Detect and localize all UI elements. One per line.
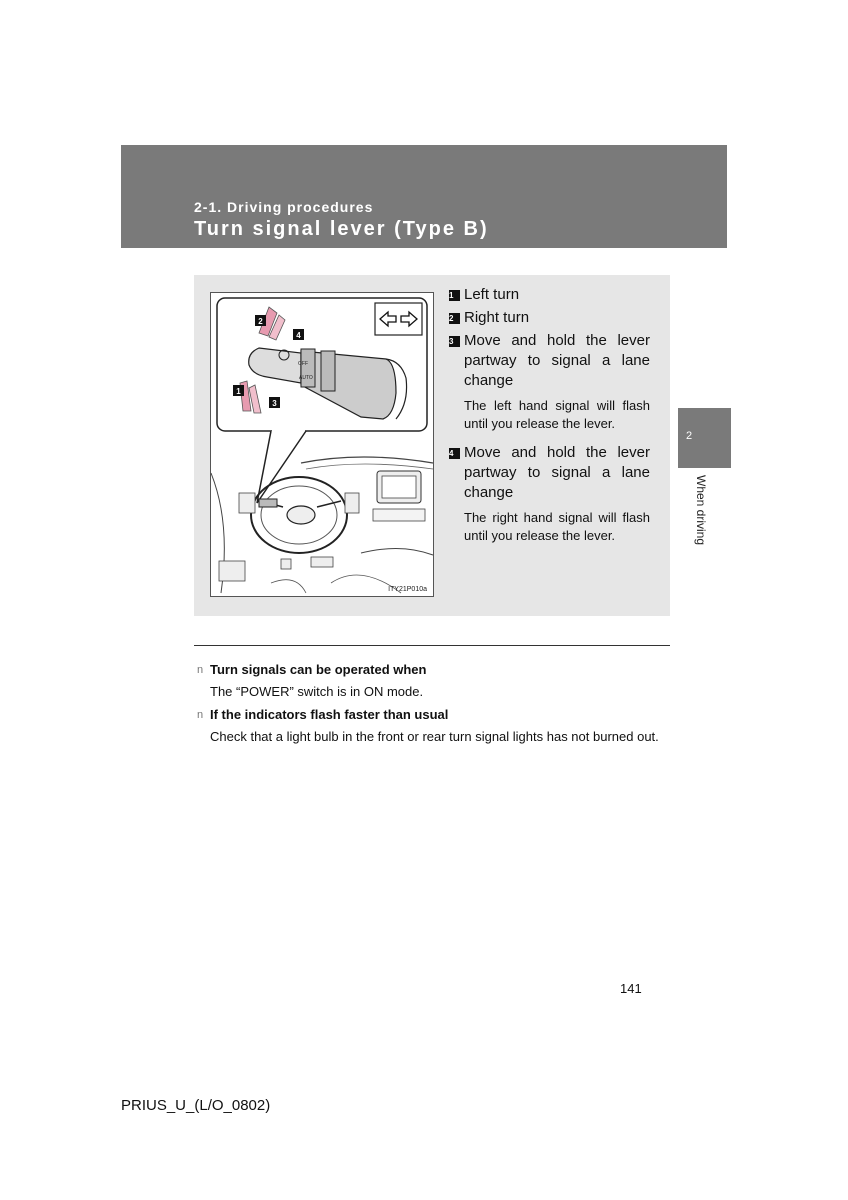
chapter-number: 2	[686, 430, 693, 442]
section-divider	[194, 645, 670, 646]
legend-number-2: 2	[449, 313, 460, 324]
callout-1: 1	[236, 387, 241, 396]
door-switches	[219, 561, 245, 581]
lever-text-auto: AUTO	[299, 375, 313, 381]
callout-pointer	[257, 431, 306, 503]
switch-panel	[311, 557, 333, 567]
chapter-header	[121, 145, 727, 248]
chapter-label: When driving	[694, 475, 708, 546]
document-id: PRIUS_U_(L/O_0802)	[121, 1097, 271, 1114]
legend-number-1: 1	[449, 290, 460, 301]
note-title-fast-flash: If the indicators flash faster than usual	[210, 707, 449, 722]
page-title: Turn signal lever (Type B)	[194, 218, 489, 240]
callout-3: 3	[272, 399, 277, 408]
notes-section	[197, 660, 665, 751]
note-title-operation: Turn signals can be operated when	[210, 662, 427, 677]
figure-legend	[449, 285, 650, 555]
legend-note-left-lane-change: The left hand signal will flash until you release the lever.	[464, 398, 650, 431]
lever-ring-2	[321, 351, 335, 391]
legend-item-left-turn	[449, 285, 650, 305]
figure-panel	[194, 275, 670, 616]
steering-hub	[287, 506, 315, 524]
note-body-operation: The “POWER” switch is in ON mode.	[210, 684, 424, 699]
dashboard-top	[301, 457, 433, 463]
lever-diagram	[211, 293, 435, 598]
lever-ring-1	[301, 349, 315, 387]
climate-panel	[373, 509, 425, 521]
lever-text-off: OFF	[298, 361, 308, 367]
legend-note-right-lane-change: The right hand signal will flash until you release the lever.	[464, 510, 650, 543]
page-number: 141	[620, 981, 642, 996]
chapter-tab	[678, 408, 731, 468]
figure-code: ITY21P010a	[388, 586, 427, 593]
legend-text-right-lane-change: Move and hold the lever partway to signal a lane change	[464, 444, 650, 501]
legend-item-left-lane-change	[449, 331, 650, 391]
note-bullet-icon: n	[197, 709, 204, 721]
legend-number-3: 3	[449, 336, 460, 347]
note-heading-fast-flash	[197, 706, 665, 724]
legend-text-left-turn: Left turn	[464, 286, 520, 303]
legend-item-right-turn	[449, 308, 650, 328]
note-heading-operation	[197, 661, 665, 679]
note-body-fast-flash: Check that a light bulb in the front or rear turn signal lights has not burned out.	[210, 729, 659, 744]
turn-signal-illustration	[210, 292, 434, 597]
callout-4: 4	[296, 331, 301, 340]
section-label: 2-1. Driving procedures	[194, 199, 374, 215]
callout-2: 2	[258, 317, 263, 326]
turn-signal-lever-small	[259, 499, 277, 507]
legend-item-right-lane-change	[449, 443, 650, 503]
legend-text-left-lane-change: Move and hold the lever partway to signal a lane change	[464, 332, 650, 389]
left-vent	[239, 493, 255, 513]
note-bullet-icon: n	[197, 664, 204, 676]
legend-text-right-turn: Right turn	[464, 309, 530, 326]
right-vent	[345, 493, 359, 513]
legend-number-4: 4	[449, 448, 460, 459]
